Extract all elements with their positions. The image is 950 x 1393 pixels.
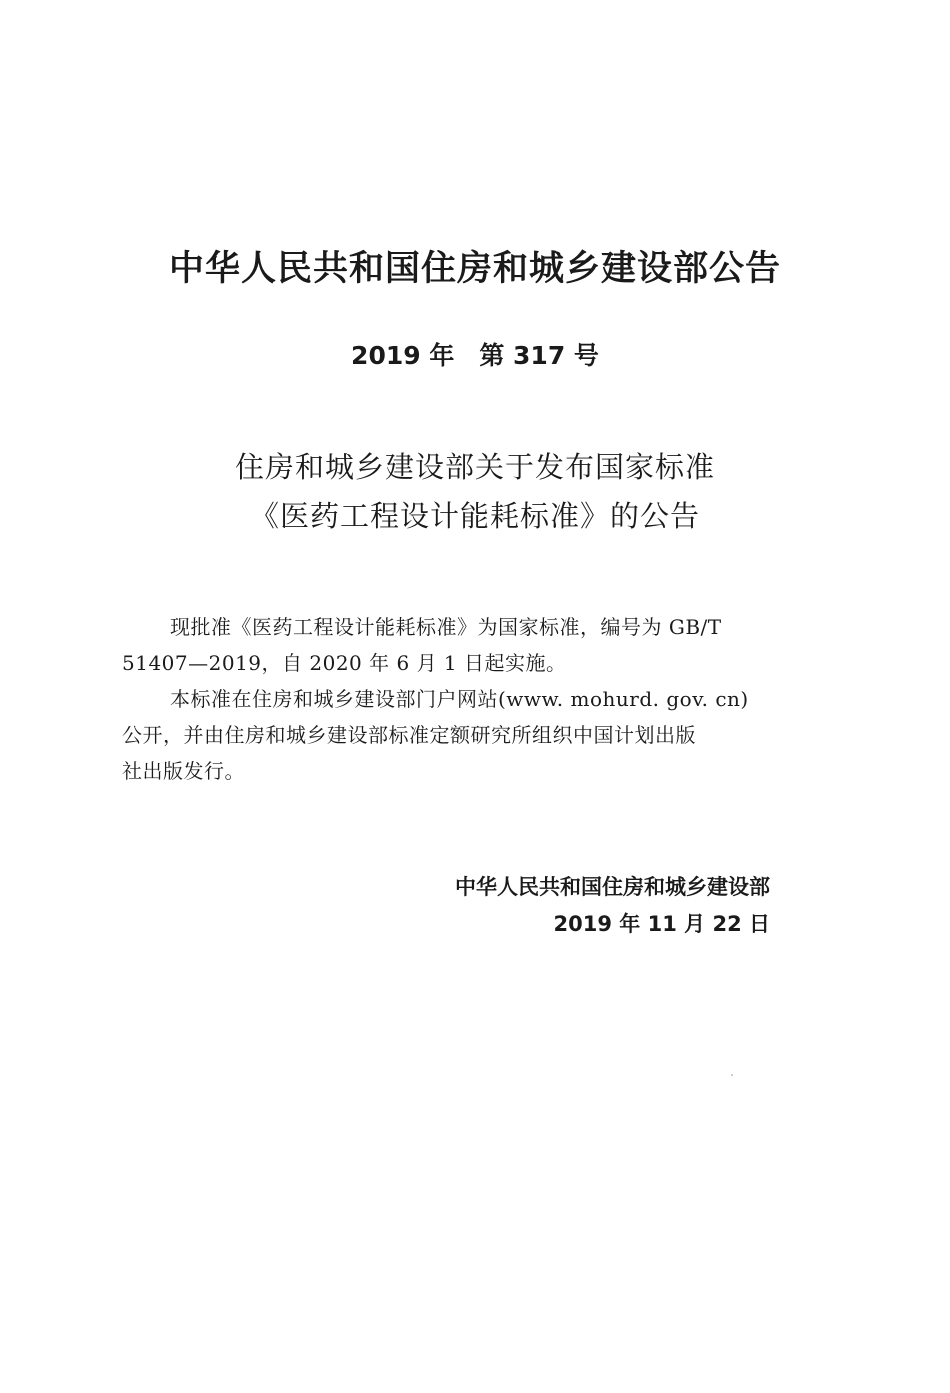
announcement-heading: 中华人民共和国住房和城乡建设部公告 <box>168 249 781 289</box>
body-line-5: 社出版发行。 <box>122 759 245 783</box>
signature-issuer: 中华人民共和国住房和城乡建设部 <box>455 875 770 899</box>
body-line-3: 本标准在住房和城乡建设部门户网站(www. mohurd. gov. cn) <box>170 687 749 711</box>
body-line-2: 51407—2019，自 2020 年 6 月 1 日起实施。 <box>122 651 567 675</box>
announcement-subtitle-line1: 住房和城乡建设部关于发布国家标准 <box>234 450 715 484</box>
signature-date: 2019 年 11 月 22 日 <box>553 912 770 936</box>
body-line-4: 公开，并由住房和城乡建设部标准定额研究所组织中国计划出版 <box>122 723 696 747</box>
announcement-number: 2019 年 第 317 号 <box>351 341 599 370</box>
body-line-1: 现批准《医药工程设计能耗标准》为国家标准，编号为 GB/T <box>170 615 722 639</box>
scan-speck <box>731 1074 733 1076</box>
announcement-subtitle-line2: 《医药工程设计能耗标准》的公告 <box>249 499 700 533</box>
